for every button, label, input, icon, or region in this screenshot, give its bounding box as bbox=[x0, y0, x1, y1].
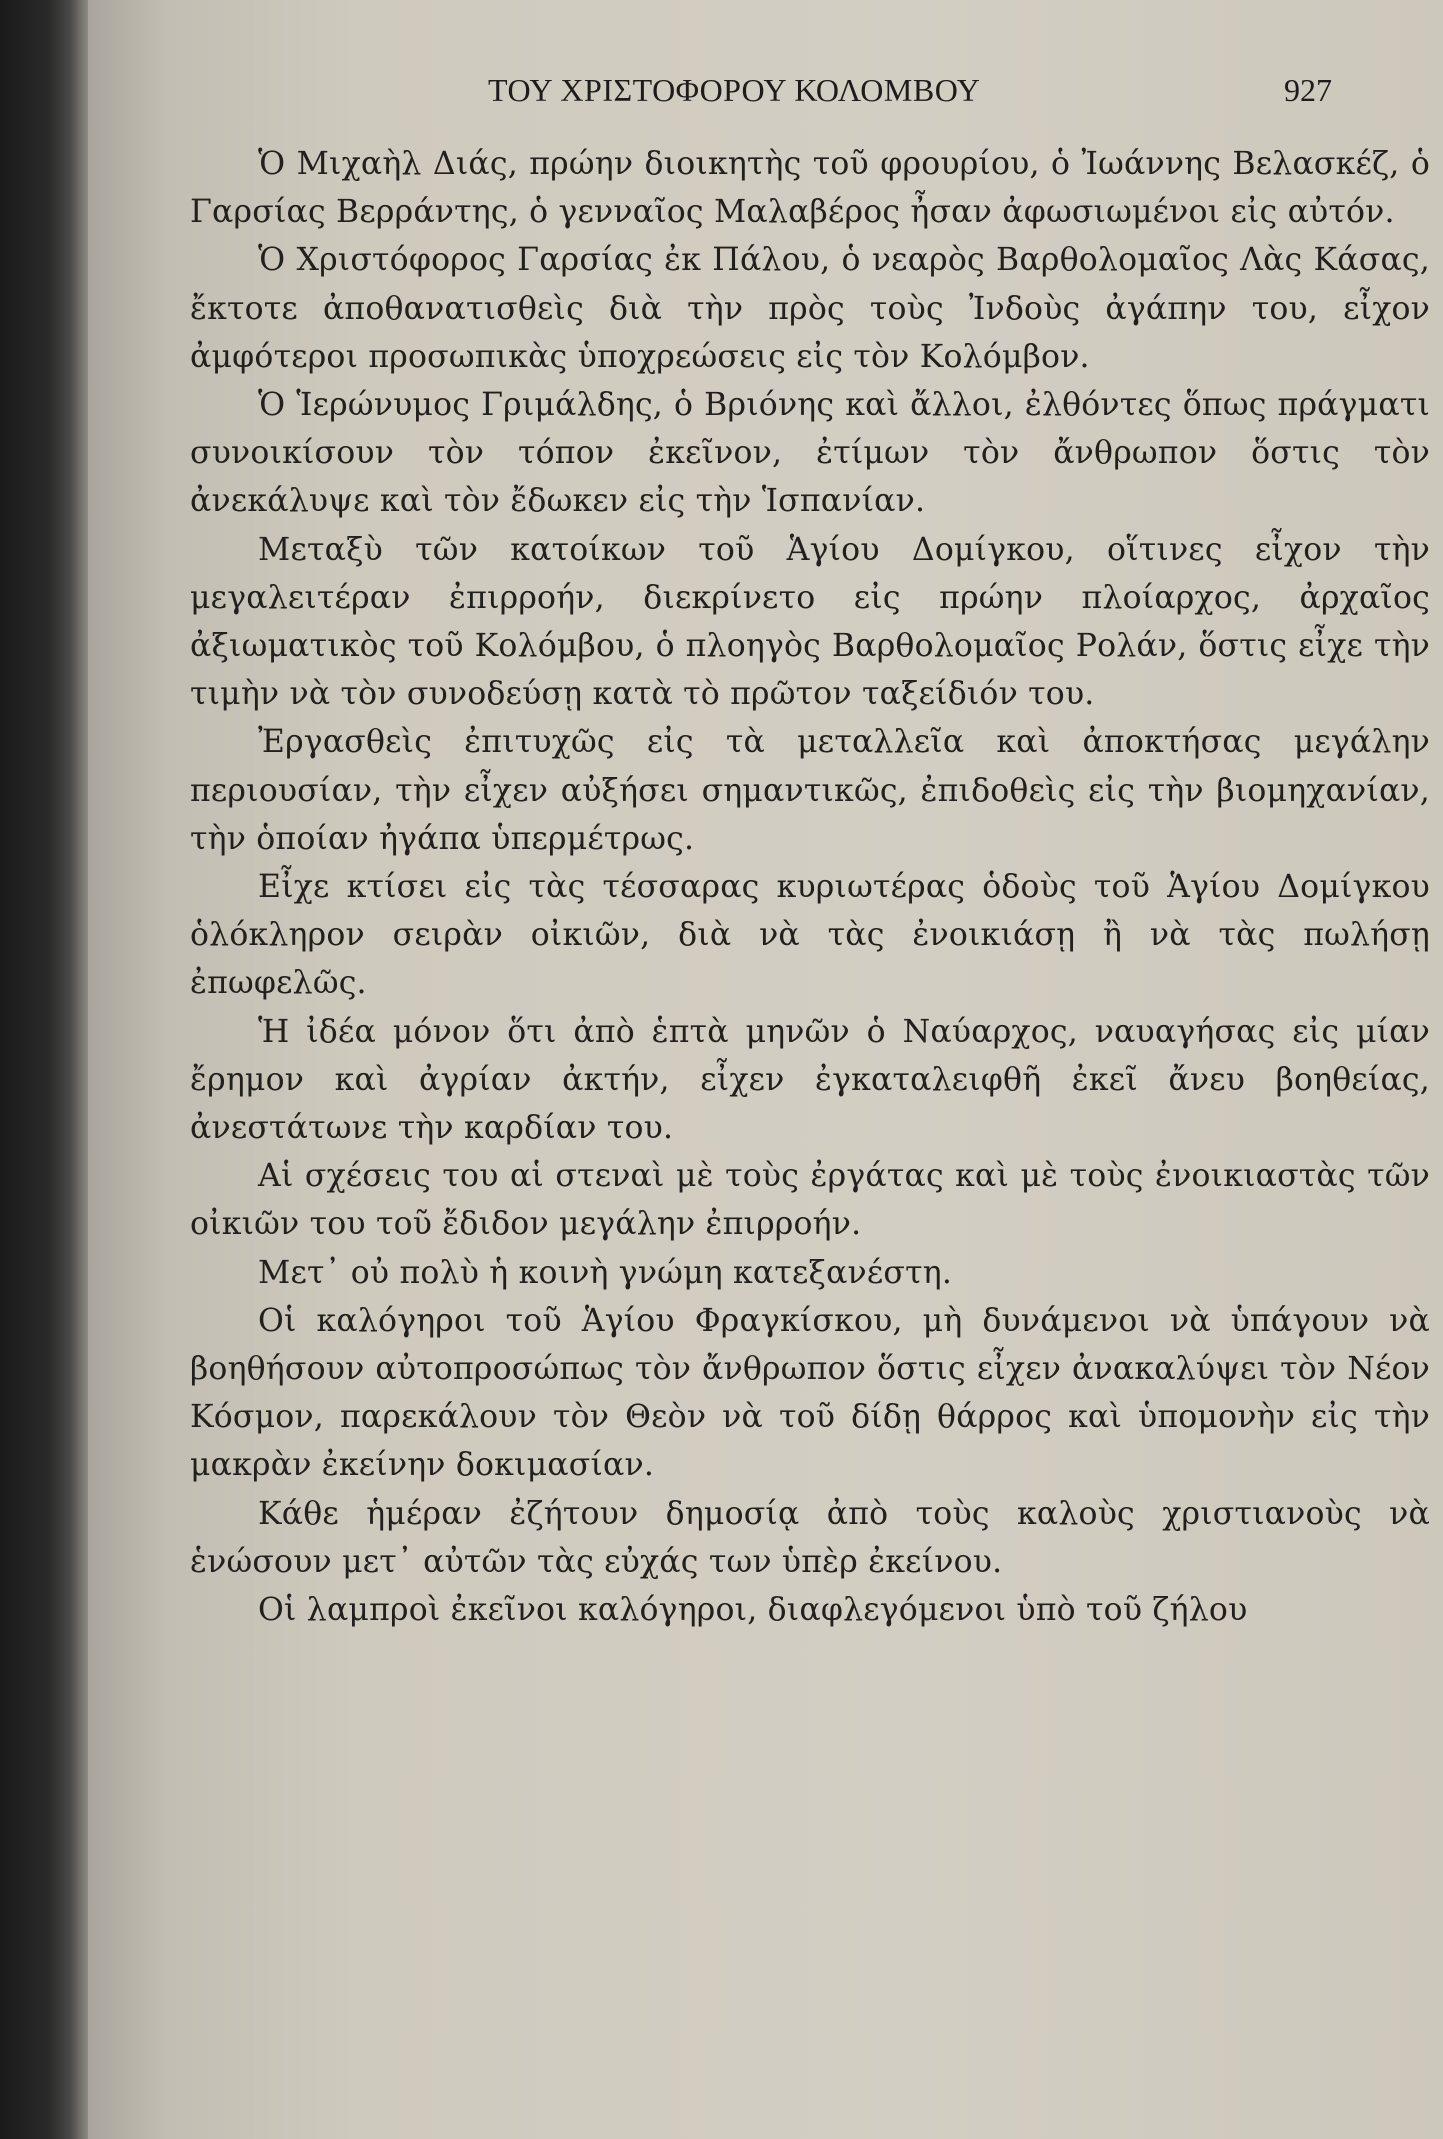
page-number: 927 bbox=[1284, 72, 1332, 108]
running-title: ΤΟΥ ΧΡΙΣΤΟΦΟΡΟΥ ΚΟΛΟΜΒΟΥ bbox=[488, 72, 981, 108]
paragraph: Οἱ λαμπροὶ ἐκεῖνοι καλόγηροι, διαφλεγόμενοι ὑπὸ τοῦ ζήλου bbox=[258, 1592, 1248, 1629]
book-binding-gutter bbox=[0, 0, 88, 2139]
book-page bbox=[88, 0, 1443, 2139]
paragraph: Ἐργασθεὶς ἐπιτυχῶς εἰς τὰ μεταλλεῖα καὶ ἀποκτήσας μεγάλην περιουσίαν, τὴν εἶχεν αὐξήσει σημαντικῶς, ἐπιδοθεὶς εἰς τὴν βιομηχανίαν, τὴν ὁποίαν ἠγάπα ὑπερμέτρως. bbox=[190, 724, 1430, 857]
paragraph: Μετ᾽ οὐ πολὺ ἡ κοινὴ γνώμη κατεξανέστη. bbox=[258, 1254, 953, 1291]
body-text bbox=[190, 140, 1430, 1634]
paragraph: Αἱ σχέσεις του αἱ στεναὶ μὲ τοὺς ἐργάτας καὶ μὲ τοὺς ἐνοικιαστὰς τῶν οἰκιῶν του τοῦ ἔδιδον μεγάλην ἐπιρροήν. bbox=[190, 1158, 1430, 1243]
paragraph: Ὁ Μιχαὴλ Διάς, πρώην διοικητὴς τοῦ φρουρίου, ὁ Ἰωάννης Βελασκέζ, ὁ Γαρσίας Βερράντης, ὁ γενναῖος Μαλαβέρος ἦσαν ἀφωσιωμένοι εἰς αὐτόν. bbox=[190, 146, 1430, 231]
page-header bbox=[88, 72, 1443, 122]
paragraph: Μεταξὺ τῶν κατοίκων τοῦ Ἁγίου Δομίγκου, οἵτινες εἶχον τὴν μεγαλειτέραν ἐπιρροήν, διεκρίνετο εἰς πρώην πλοίαρχος, ἀρχαῖος ἀξιωματικὸς τοῦ Κολόμβου, ὁ πλοηγὸς Βαρθολομαῖος Ρολάν, ὅστις εἶχε τὴν τιμὴν νὰ τὸν συνοδεύσῃ κατὰ τὸ πρῶτον ταξείδιόν του. bbox=[190, 531, 1430, 713]
paragraph: Κάθε ἡμέραν ἐζήτουν δημοσίᾳ ἀπὸ τοὺς καλοὺς χριστιανοὺς νὰ ἑνώσουν μετ᾽ αὐτῶν τὰς εὐχάς των ὑπὲρ ἐκείνου. bbox=[190, 1495, 1430, 1580]
paragraph: Εἶχε κτίσει εἰς τὰς τέσσαρας κυριωτέρας ὁδοὺς τοῦ Ἁγίου Δομίγκου ὁλόκληρον σειρὰν οἰκιῶν, διὰ νὰ τὰς ἐνοικιάσῃ ἢ νὰ τὰς πωλήσῃ ἐπωφελῶς. bbox=[190, 869, 1430, 1002]
paragraph: Ὁ Ἱερώνυμος Γριμάλδης, ὁ Βριόνης καὶ ἄλλοι, ἐλθόντες ὅπως πράγματι συνοικίσουν τὸν τόπον ἐκεῖνον, ἐτίμων τὸν ἄνθρωπον ὅστις τὸν ἀνεκάλυψε καὶ τὸν ἔδωκεν εἰς τὴν Ἱσπανίαν. bbox=[190, 387, 1430, 520]
paragraph: Ὁ Χριστόφορος Γαρσίας ἐκ Πάλου, ὁ νεαρὸς Βαρθολομαῖος Λὰς Κάσας, ἔκτοτε ἀποθανατισθεὶς διὰ τὴν πρὸς τοὺς Ἰνδοὺς ἀγάπην του, εἶχον ἀμφότεροι προσωπικὰς ὑποχρεώσεις εἰς τὸν Κολόμβον. bbox=[190, 242, 1430, 375]
paragraph: Ἡ ἰδέα μόνον ὅτι ἀπὸ ἑπτὰ μηνῶν ὁ Ναύαρχος, ναυαγήσας εἰς μίαν ἔρημον καὶ ἀγρίαν ἀκτήν, εἶχεν ἐγκαταλειφθῆ ἐκεῖ ἄνευ βοηθείας, ἀνεστάτωνε τὴν καρδίαν του. bbox=[190, 1013, 1430, 1147]
paragraph: Οἱ καλόγηροι τοῦ Ἁγίου Φραγκίσκου, μὴ δυνάμενοι νὰ ὑπάγουν νὰ βοηθήσουν αὐτοπροσώπως τὸν ἄνθρωπον ὅστις εἶχεν ἀνακαλύψει τὸν Νέον Κόσμον, παρεκάλουν τὸν Θεὸν νὰ τοῦ δίδῃ θάρρος καὶ ὑπομονὴν εἰς τὴν μακρὰν ἐκείνην δοκιμασίαν. bbox=[190, 1302, 1430, 1484]
